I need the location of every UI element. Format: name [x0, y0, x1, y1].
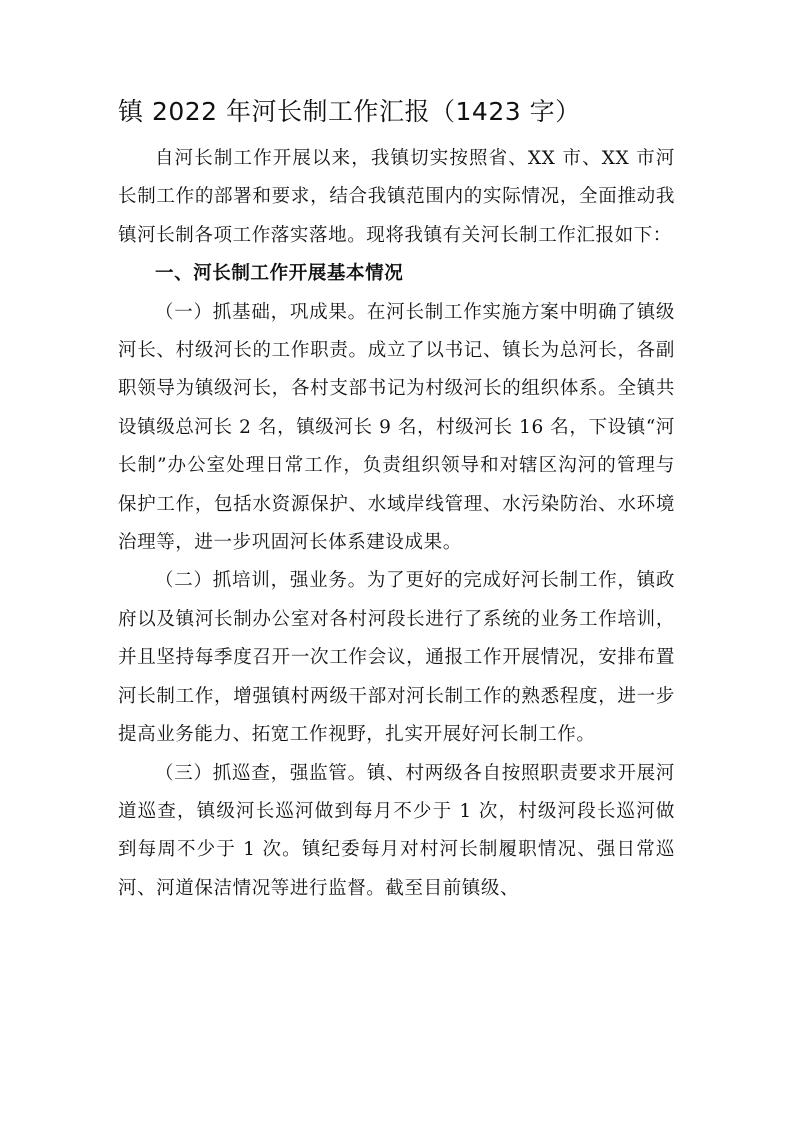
paragraph-foundation: （一）抓基础，巩成果。在河长制工作实施方案中明确了镇级河长、村级河长的工作职责。成立了以书记、镇长为总河长，各副职领导为镇级河长，各村支部书记为村级河长的组织体系。全镇共设镇级总河长 2 名，镇级河长 9 名，村级河长 16 名，下设镇“河长制”办公室处理日常工作，负责组织领导和对辖区沟河的管理与保护工作，包括水资源保护、水域岸线管理、水污染防治、水环境治理等，进一步巩固河长体系建设成果。 — [118, 301, 675, 554]
paragraph-training: （二）抓培训，强业务。为了更好的完成好河长制工作，镇政府以及镇河长制办公室对各村河段长进行了系统的业务工作培训，并且坚持每季度召开一次工作会议，通报工作开展情况，安排布置河长制工作，增强镇村两级干部对河长制工作的熟悉程度，进一步提高业务能力、拓宽工作视野，扎实开展好河长制工作。 — [118, 570, 675, 746]
document-title: 镇 2022 年河长制工作汇报（1423 字） — [118, 97, 581, 126]
document-body — [118, 140, 675, 908]
section-heading: 一、河长制工作开展基本情况 — [155, 263, 404, 285]
paragraph-inspection: （三）抓巡查，强监管。镇、村两级各自按照职责要求开展河道巡查，镇级河长巡河做到每月不少于 1 次，村级河段长巡河做到每周不少于 1 次。镇纪委每月对村河长制履职情况、强日常巡河、河道保洁情况等进行监督。截至目前镇级、 — [118, 762, 675, 899]
intro-paragraph: 自河长制工作开展以来，我镇切实按照省、XX 市、XX 市河长制工作的部署和要求，结合我镇范围内的实际情况，全面推动我镇河长制各项工作落实落地。现将我镇有关河长制工作汇报如下： — [118, 148, 675, 246]
